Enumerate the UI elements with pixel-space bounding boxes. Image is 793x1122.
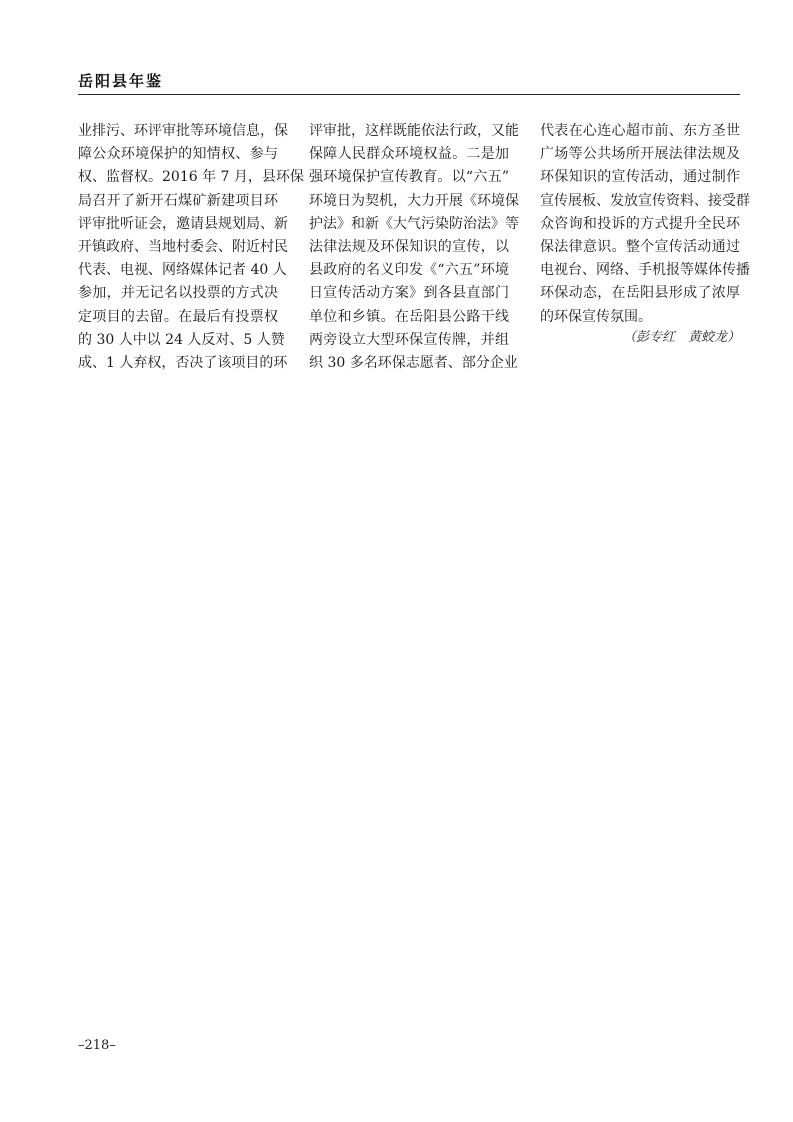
page-number: –218– (78, 1038, 116, 1053)
text-line: 法律法规及环保知识的宣传，以 (309, 238, 509, 255)
text-line: 环境日为契机，大力开展《环境保 (309, 192, 519, 209)
text-line: 定项目的去留。在最后有投票权 (78, 308, 278, 325)
text-line: 宣传展板、发放宣传资料、接受群 (540, 192, 750, 209)
text-line: 的 30 人中以 24 人反对、5 人赞 (78, 331, 285, 348)
text-column-2 (309, 120, 519, 375)
text-line: 强环境保护宣传教育。以“六五” (309, 169, 509, 186)
text-column-1 (78, 120, 304, 375)
text-line: 局召开了新开石煤矿新建项目环 (78, 192, 278, 209)
text-line: 两旁设立大型环保宣传牌，并组 (309, 331, 509, 348)
text-line: 参加，并无记名以投票的方式决 (78, 285, 278, 302)
text-line: 的环保宣传氛围。 (540, 308, 652, 325)
text-line: 织 30 多名环保志愿者、部分企业 (309, 354, 518, 371)
text-line: 保障人民群众环境权益。二是加 (309, 146, 509, 163)
text-line: 环保知识的宣传活动，通过制作 (540, 169, 740, 186)
running-header: 岳阳县年鉴 (78, 72, 164, 90)
text-line: 保法律意识。整个宣传活动通过 (540, 238, 740, 255)
text-line: 评审批听证会，邀请县规划局、新 (78, 215, 288, 232)
text-line: 护法》和新《大气污染防治法》等 (309, 215, 519, 232)
author-signature: （彭专红 黄蛟龙） (622, 330, 740, 345)
text-line: 开镇政府、当地村委会、附近村民 (78, 238, 288, 255)
text-column-3 (540, 120, 750, 329)
header-rule (78, 94, 740, 95)
text-line: 障公众环境保护的知情权、参与 (78, 146, 278, 163)
text-line: 评审批，这样既能依法行政，又能 (309, 123, 519, 139)
text-line: 代表在心连心超市前、东方圣世 (540, 123, 740, 139)
text-line: 广场等公共场所开展法律法规及 (540, 146, 740, 163)
text-line: 县政府的名义印发《“六五”环境 (309, 262, 509, 279)
text-line: 权、监督权。2016 年 7 月，县环保 (78, 169, 304, 186)
text-line: 环保动态，在岳阳县形成了浓厚 (540, 285, 740, 302)
text-line: 众咨询和投诉的方式提升全民环 (540, 215, 740, 232)
text-line: 成、1 人弃权，否决了该项目的环 (78, 354, 288, 371)
text-line: 代表、电视、网络媒体记者 40 人 (78, 262, 287, 279)
text-line: 日宣传活动方案》到各县直部门 (309, 285, 509, 302)
text-line: 电视台、网络、手机报等媒体传播 (540, 262, 750, 279)
text-line: 单位和乡镇。在岳阳县公路干线 (309, 308, 509, 325)
text-line: 业排污、环评审批等环境信息，保 (78, 123, 288, 139)
